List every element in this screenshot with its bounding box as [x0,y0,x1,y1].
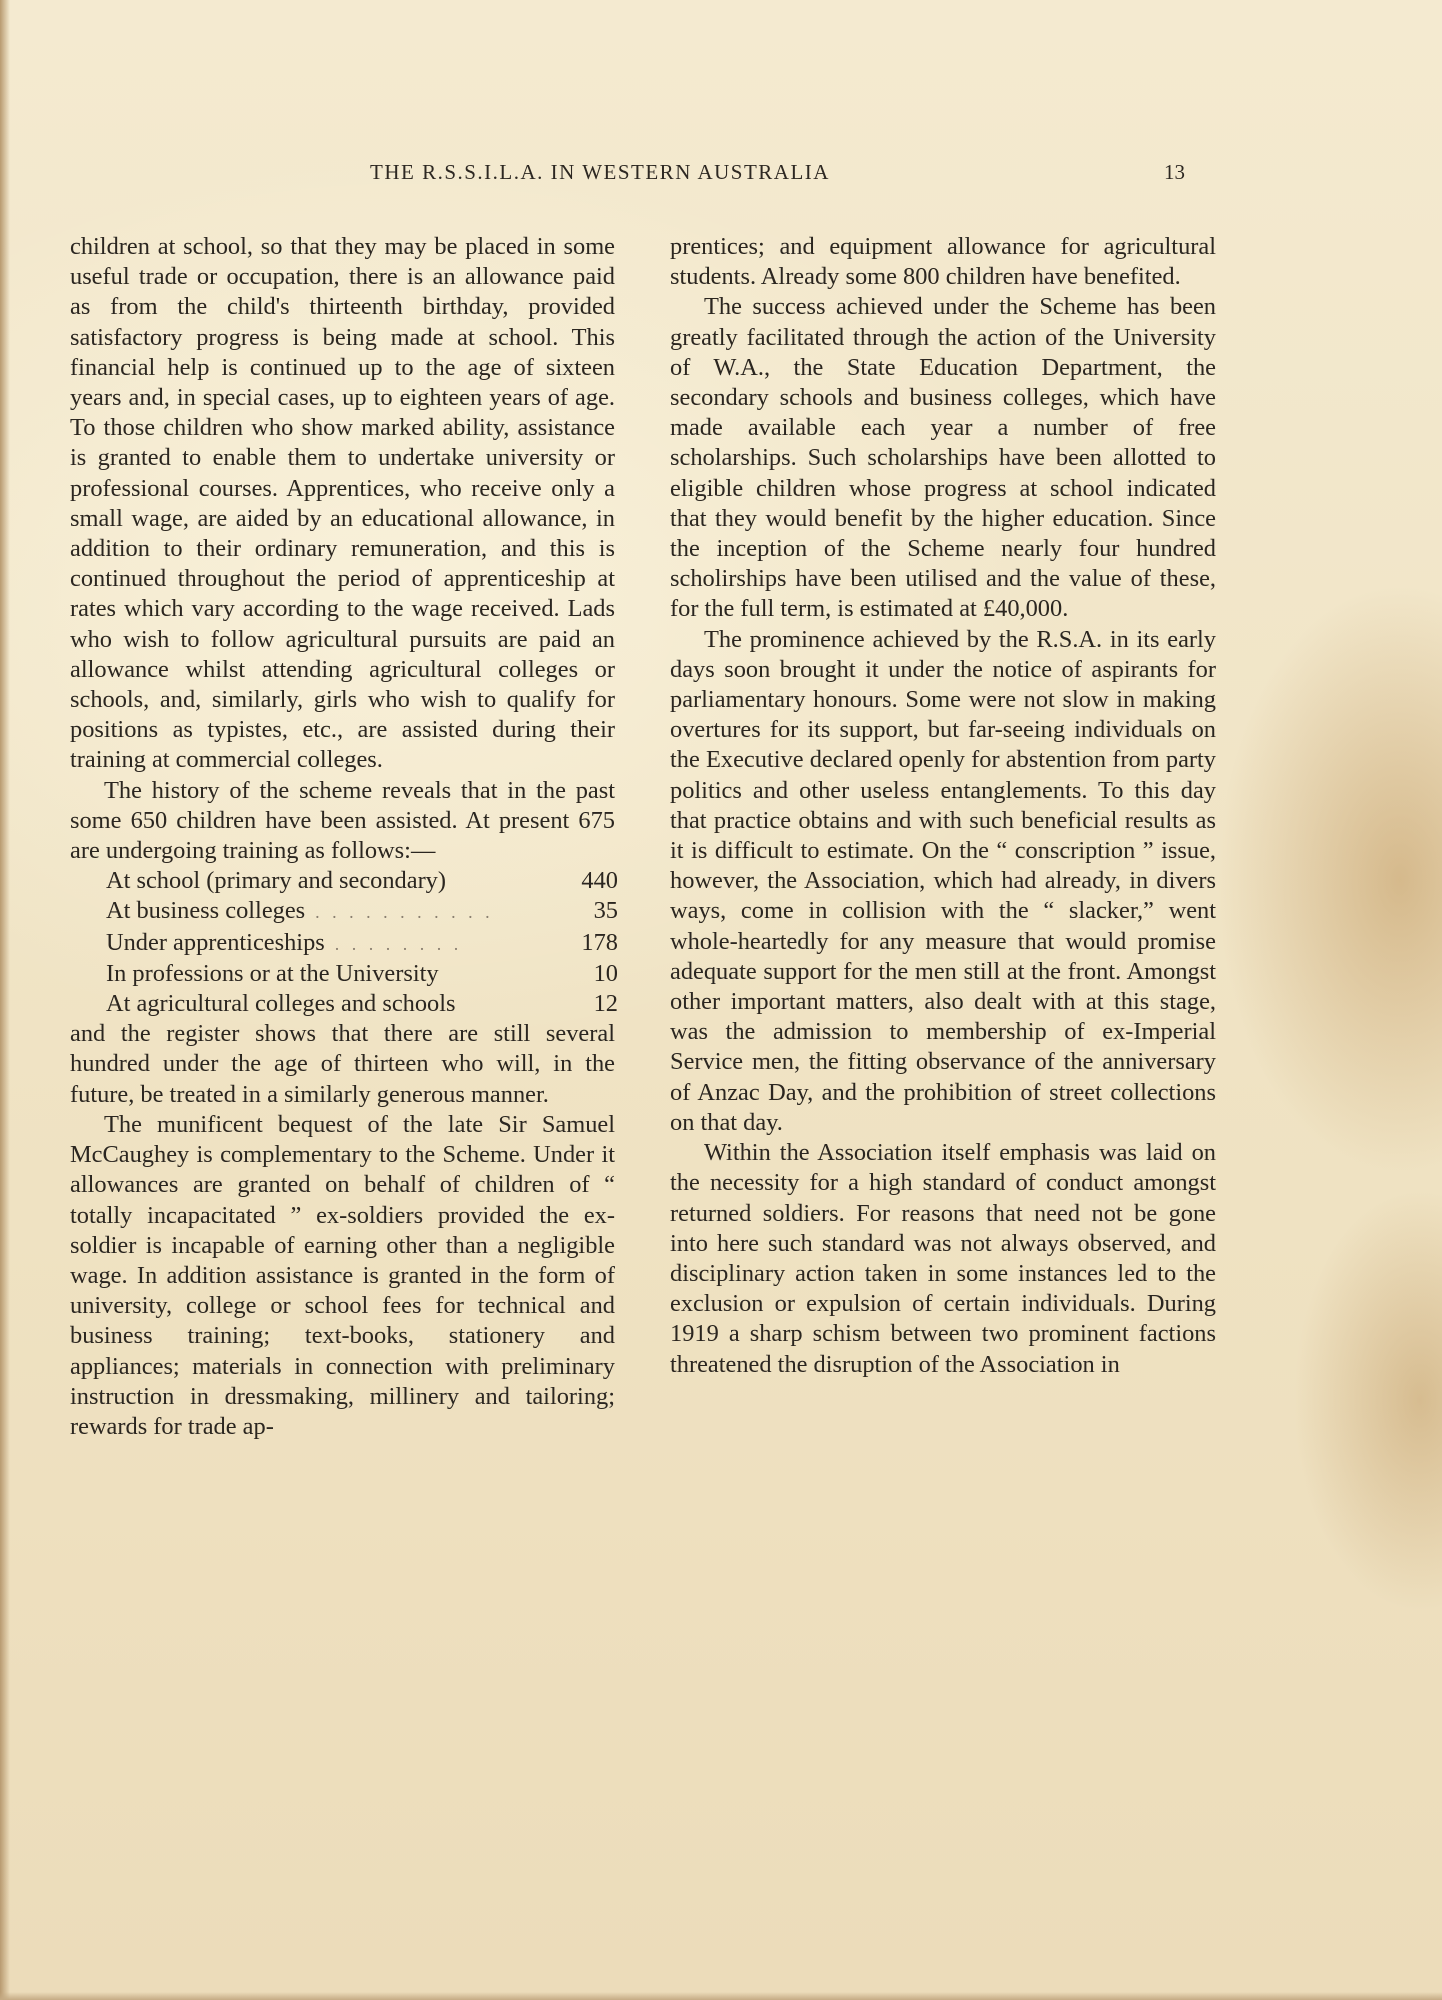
training-row [106,928,618,959]
training-row [106,989,618,1019]
page-bottom-edge [0,1992,1442,2000]
training-label: Under apprenticeships [106,928,325,956]
dot-leader: . . . . . . . . . . . [315,902,494,923]
training-label: At agricultural colleges and schools [106,990,456,1018]
training-count: 440 [581,867,618,895]
dot-leader: . . . . . . . . [334,933,463,954]
running-head: THE R.S.S.I.L.A. IN WESTERN AUSTRALIA [370,160,830,184]
right-paragraph-4: Within the Association itself emphasis was laid on the necessity for a high standard of conduct amongst returned soldiers. For reasons that need not be gone into here such standard was not always observed, and disciplinary action taken in some instances led to the exclusion or expulsion of certain individuals. During 1919 a sharp schism between two prominent factions threatened the disruption of the Association in [670,1139,1216,1378]
training-label: In professions or at the University [106,959,439,987]
left-paragraph-1: children at school, so that they may be placed in some useful trade or occupation, there is an allowance paid as from the child's thirteenth birthday, provided satisfactory progress is being made at school. This financial help is continued up to the age of sixteen years and, in special cases, up to eighteen years of age. To those children who show marked ability, assistance is granted to enable them to undertake university or professional courses. Apprentices, who receive only a small wage, are aided by an educational allowance, in addition to their ordinary remuneration, and this is continued throughout the period of apprenticeship at rates which vary according to the wage received. Lads who wish to follow agricultural pursuits are paid an allowance whilst attending agricultural colleges or schools, and, similarly, girls who wish to qualify for positions as typistes, etc., are assisted during their training at commercial colleges. [70,233,615,774]
right-paragraph-1: prentices; and equipment allowance for agricultural students. Already some 800 children have benefited. [670,233,1216,291]
training-row [106,866,618,896]
training-label: At school (primary and secondary) [106,867,447,895]
training-count: 178 [581,928,618,956]
left-paragraph-4: The munificent bequest of the late Sir Samuel McCaughey is complementary to the Scheme. Under it allowances are granted on behalf of children of “ totally incapacitated ” ex-soldiers provided the ex-soldier is incapable of earning other than a negligible wage. In addition assistance is granted in the form of university, college or school fees for technical and business training; text-books, stationery and appliances; materials in connection with preliminary instruction in dressmaking, millinery and tailoring; rewards for trade ap- [70,1110,615,1440]
training-breakdown-list [106,866,618,1019]
right-paragraph-2: The success achieved under the Scheme has been greatly facilitated through the action of the University of W.A., the State Education Department, the secondary schools and business colleges, which have made available each year a number of free scholarships. Such scholarships have been allotted to eligible children whose progress at school indicated that they would benefit by the higher education. Since the inception of the Scheme nearly four hundred scholirships have been utilised and the value of these, for the full term, is estimated at £40,000. [670,293,1216,623]
right-paragraph-3: The prominence achieved by the R.S.A. in its early days soon brought it under the notice of aspirants for parliamentary honours. Some were not slow in making overtures for its support, but far-seeing individuals on the Executive declared openly for abstention from party politics and other useless entanglements. To this day that practice obtains and with such beneficial results as it is difficult to estimate. On the “ conscription ” issue, however, the Association, which had already, in divers ways, come in collision with the “ slacker,” went whole-heartedly for any measure that would promise adequate support for the men still at the front. Amongst other important matters, also dealt with at this stage, was the admission to membership of ex-Imperial Service men, the fitting observance of the anniversary of Anzac Day, and the prohibition of street collections on that day. [670,625,1216,1136]
right-column [670,232,1216,1380]
training-count: 10 [593,959,618,987]
training-label: At business colleges [106,897,306,925]
left-column [70,232,618,1442]
left-paragraph-3: and the register shows that there are still several hundred under the age of thirteen who will, in the future, be treated in a similarly generous manner. [70,1020,615,1108]
training-count: 35 [593,897,618,925]
left-paragraph-2: The history of the scheme reveals that in the past some 650 children have been assisted. At present 675 are undergoing training as follows:— [70,776,615,865]
training-count: 12 [593,990,618,1018]
training-row [106,896,618,927]
page-left-edge [0,0,10,2000]
training-row [106,959,618,989]
page-number: 13 [1164,160,1185,184]
